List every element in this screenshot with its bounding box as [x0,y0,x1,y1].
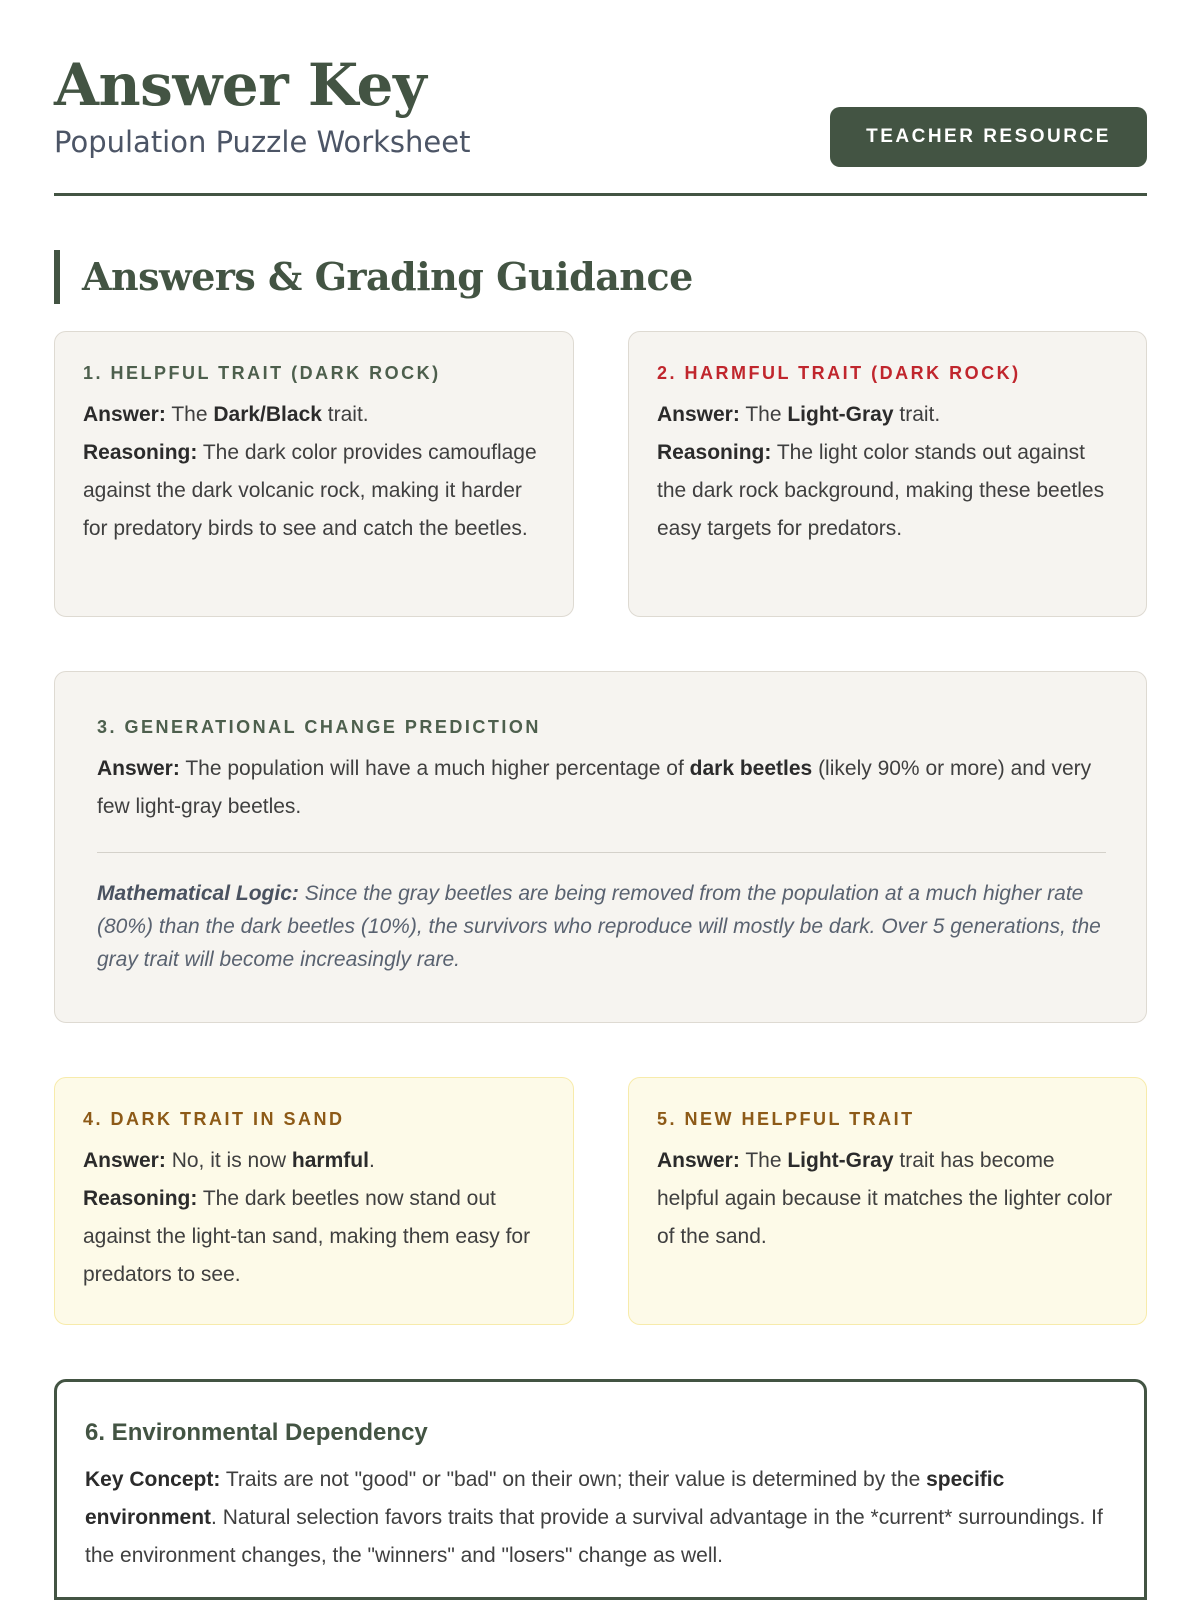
answer-post: trait has become helpful again because it matches the lighter color of the sand. [657,1149,1113,1248]
answer-label: Answer: [83,1149,166,1172]
answer-label: Answer: [83,403,166,426]
answer-label: Answer: [657,1149,740,1172]
card-label: 2. HARMFUL TRAIT (DARK ROCK) [657,363,1021,383]
card-label: 5. NEW HELPFUL TRAIT [657,1109,915,1129]
answer-post: trait. [321,403,369,426]
answer-highlight: dark beetles [689,757,813,780]
card-label: 3. GENERATIONAL CHANGE PREDICTION [97,717,541,737]
answer-text [657,396,1118,434]
reasoning-body: The dark color provides camouflage against the dark volcanic rock, making it harder for predatory birds to see and catch the beetles. [83,441,537,540]
card-label: 4. DARK TRAIT IN SAND [83,1109,345,1129]
reasoning-text [657,434,1118,548]
section-heading: Answers & Grading Guidance [54,250,693,304]
answer-text [83,1142,545,1180]
page-subtitle: Population Puzzle Worksheet [54,125,471,159]
card-heading: 6. Environmental Dependency [85,1419,428,1446]
reasoning-label: Reasoning: [83,441,198,464]
answer-text [657,1142,1118,1256]
answer-highlight: Dark/Black [213,403,322,426]
reasoning-label: Reasoning: [657,441,772,464]
answer-highlight: Light-Gray [787,1149,894,1172]
answer-highlight: Light-Gray [787,403,894,426]
answer-label: Answer: [97,757,180,780]
concept-text [85,1461,1116,1575]
reasoning-body: The dark beetles now stand out against the light-tan sand, making them easy for predators to see. [83,1187,531,1286]
answer-text [83,396,545,434]
logic-body: Since the gray beetles are being removed from the population at a much higher rate (80%) than the dark beetles (10%), the survivors who reproduce will mostly be dark. Over 5 generations, the gray trait will become increasingly rare. [97,882,1101,971]
teacher-resource-badge: TEACHER RESOURCE [830,107,1147,167]
answer-pre: The [171,403,214,426]
reasoning-text [83,1180,545,1294]
answer-card-5 [628,1077,1147,1325]
key-concept-card [54,1379,1147,1600]
answer-pre: The population will have a much higher percentage of [185,757,690,780]
answer-label: Answer: [657,403,740,426]
answer-post: . [368,1149,375,1172]
answer-pre: The [745,403,788,426]
concept-highlight: specific environment [85,1468,1005,1529]
logic-label: Mathematical Logic: [97,882,299,905]
concept-post: . Natural selection favors traits that provide a survival advantage in the *current* surroundings. If the environment changes, the "winners" and "losers" change as well. [85,1506,1103,1567]
card-label: 1. HELPFUL TRAIT (DARK ROCK) [83,363,441,383]
answer-text [97,750,1106,826]
answer-card-3 [54,671,1147,1023]
reasoning-text [83,434,545,548]
answer-highlight: harmful [291,1149,369,1172]
answer-post: trait. [893,403,941,426]
reasoning-label: Reasoning: [83,1187,198,1210]
answer-card-1 [54,331,574,617]
divider [97,852,1106,853]
reasoning-body: The light color stands out against the dark rock background, making these beetles easy targets for predators. [657,441,1105,540]
page-header [54,50,1147,196]
page-title: Answer Key [54,51,427,119]
answer-pre: The [745,1149,788,1172]
answer-post: (likely 90% or more) and very few light-gray beetles. [97,757,1092,818]
concept-pre: Traits are not "good" or "bad" on their own; their value is determined by the [225,1468,927,1491]
concept-label: Key Concept: [85,1468,221,1491]
answer-card-2 [628,331,1147,617]
answer-pre: No, it is now [171,1149,292,1172]
logic-text [97,877,1106,976]
answer-card-4 [54,1077,574,1325]
